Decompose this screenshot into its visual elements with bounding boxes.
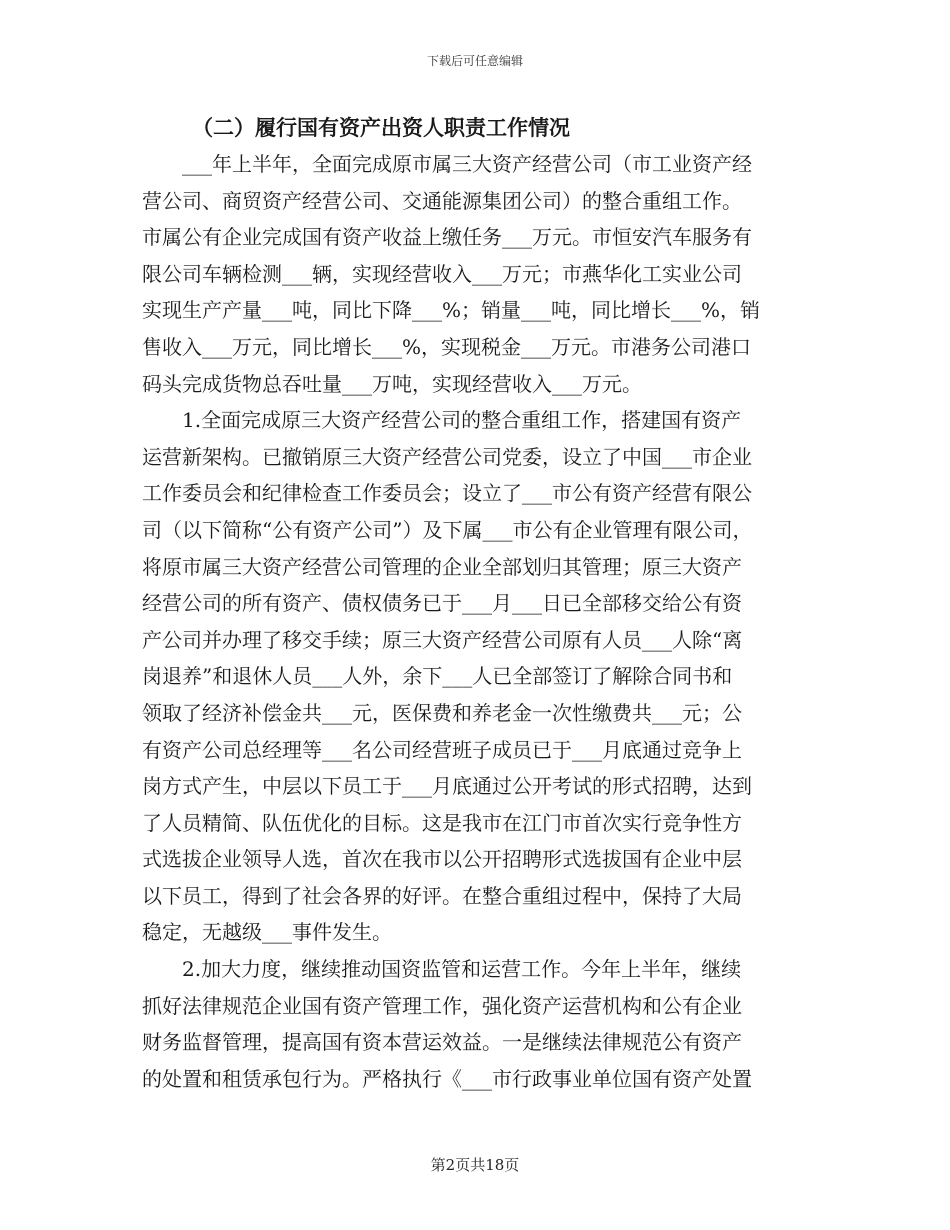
document-body [142, 110, 814, 1097]
paragraph-line: 将原市属三大资产经营公司管理的企业全部划归其管理；原三大资产 [142, 554, 742, 579]
paragraph-line: 实现生产产量___吨，同比下降___%；销量___吨，同比增长___%，销 [142, 298, 761, 323]
paragraph-line: 1.全面完成原三大资产经营公司的整合重组工作，搭建国有资产 [182, 408, 742, 433]
page-number: 第2页共18页 [430, 1156, 520, 1174]
paragraph-line: 了人员精简、队伍优化的目标。这是我市在江门市首次实行竞争性方 [142, 810, 742, 835]
paragraph-line: 工作委员会和纪律检查工作委员会；设立了___市公有资产经营有限公 [142, 481, 752, 506]
paragraph-line: 抓好法律规范企业国有资产管理工作，强化资产运营机构和公有企业 [142, 993, 742, 1018]
paragraph [142, 951, 814, 1097]
paragraph-line: 的处置和租赁承包行为。严格执行《___市行政事业单位国有资产处置 [142, 1066, 752, 1091]
paragraph-line: 运营新架构。已撤销原三大资产经营公司党委，设立了中国___市企业 [142, 444, 752, 469]
paragraph-line: 售收入___万元，同比增长___%，实现税金___万元。市港务公司港口 [142, 334, 752, 359]
paragraph-line: 岗方式产生，中层以下员工于___月底通过公开考试的形式招聘，达到 [142, 774, 752, 799]
paragraph-line: 财务监督管理，提高国有资本营运效益。一是继续法律规范公有资产 [142, 1030, 742, 1055]
paragraph-line: 码头完成货物总吞吐量___万吨，实现经营收入___万元。 [142, 371, 642, 396]
paragraph-line: 稳定，无越级___事件发生。 [142, 920, 392, 945]
section-title: （二）履行国有资产出资人职责工作情况 [192, 115, 570, 140]
paragraph-list [142, 146, 814, 1097]
paragraph-line: 经营公司的所有资产、债权债务已于___月___日已全部移交给公有资 [142, 591, 742, 616]
paragraph-line: 2.加大力度，继续推动国资监管和运营工作。今年上半年，继续 [182, 957, 742, 982]
paragraph-line: 式选拔企业领导人选，首次在我市以公开招聘形式选拔国有企业中层 [142, 847, 742, 872]
paragraph-line: 司（以下简称“公有资产公司”）及下属___市公有企业管理有限公司， [142, 517, 753, 542]
paragraph-line: 岗退养”和退休人员___人外，余下___人已全部签订了解除合同书和 [142, 664, 733, 689]
paragraph-line: 限公司车辆检测___辆，实现经营收入___万元；市燕华化工实业公司 [142, 261, 742, 286]
paragraph-line: 市属公有企业完成国有资产收益上缴任务___万元。市恒安汽车服务有 [142, 225, 752, 250]
paragraph [142, 146, 814, 402]
paragraph-line: 有资产公司总经理等___名公司经营班子成员已于___月底通过竞争上 [142, 737, 742, 762]
paragraph-line: 营公司、商贸资产经营公司、交通能源集团公司）的整合重组工作。 [142, 188, 742, 213]
paragraph [142, 402, 814, 951]
paragraph-line: ___年上半年，全面完成原市属三大资产经营公司（市工业资产经 [182, 152, 752, 176]
paragraph-line: 领取了经济补偿金共___元，医保费和养老金一次性缴费共___元；公 [142, 700, 742, 725]
paragraph-line: 以下员工，得到了社会各界的好评。在整合重组过程中，保持了大局 [142, 883, 742, 908]
page-header-note: 下载后可任意编辑 [426, 54, 523, 68]
paragraph-line: 产公司并办理了移交手续；原三大资产经营公司原有人员___人除“离 [142, 627, 743, 652]
